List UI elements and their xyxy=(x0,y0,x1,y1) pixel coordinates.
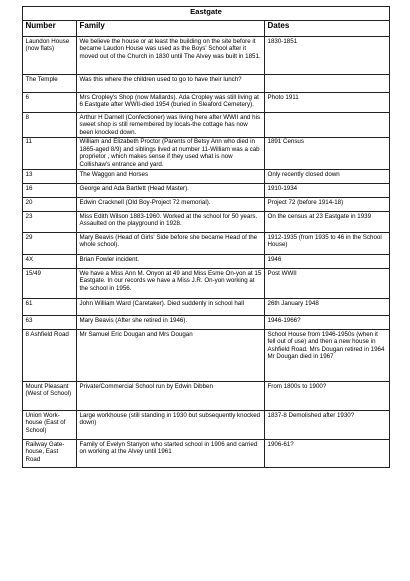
table-row xyxy=(23,75,390,93)
cell-number: 8 Ashfield Road xyxy=(23,330,77,382)
cell-family: Mary Beavis (After she retired in 1946). xyxy=(77,316,265,330)
eastgate-table xyxy=(22,6,390,468)
cell-number: Union Work-house (East of School) xyxy=(23,411,77,440)
table-body xyxy=(23,37,390,468)
cell-number: Railway Gate-house, East Road xyxy=(23,440,77,468)
table-row xyxy=(23,299,390,316)
cell-family: Mary Beavis (Head of Girls' Side before she became Head of the whole school). xyxy=(77,233,265,255)
cell-family: Brian Fowler incident. xyxy=(77,255,265,269)
cell-dates: 1912-1935 (from 1935 to 46 in the School House) xyxy=(265,233,390,255)
header-row xyxy=(23,21,390,37)
cell-dates: 1906-61? xyxy=(265,440,390,468)
table-row xyxy=(23,382,390,411)
cell-dates: 1891 Census xyxy=(265,137,390,169)
cell-number: 4X xyxy=(23,255,77,269)
cell-family: John William Ward (Caretaker). Died suddenly in school hall xyxy=(77,299,265,316)
cell-number: 11 xyxy=(23,137,77,169)
table-row xyxy=(23,440,390,468)
cell-family: Large workhouse (still standing in 1930 but subsequently knocked down) xyxy=(77,411,265,440)
cell-family: Arthur H Darnell (Confectioner) was living here after WWII and his sweet shop is still remembered by locals-the cottage has now been knocked down. xyxy=(77,113,265,138)
cell-family: Miss Edith Wilson 1883-1960. Worked at the school for 50 years. Assaulted on the playground in 1928. xyxy=(77,212,265,233)
table-title: Eastgate xyxy=(23,7,390,21)
cell-dates: 26th January 1948 xyxy=(265,299,390,316)
cell-family: We have a Miss Ann M. Onyon at 49 and Miss Esme On-yon at 15 Eastgate. In our records we have a Miss J.R. On-yon working at the school in 1956. xyxy=(77,269,265,299)
cell-number: Laundon House (now flats) xyxy=(23,37,77,75)
table-row xyxy=(23,198,390,212)
cell-number: 23 xyxy=(23,212,77,233)
cell-dates: Only recently closed down xyxy=(265,170,390,184)
cell-dates: From 1800s to 1900? xyxy=(265,382,390,411)
cell-number: 6 xyxy=(23,93,77,113)
cell-dates: 1830-1851 xyxy=(265,37,390,75)
cell-family: Private/Commercial School run by Edwin Dibben xyxy=(77,382,265,411)
cell-family: Family of Evelyn Stanyon who started school in 1906 and carried on working at the Alvey until 1961 xyxy=(77,440,265,468)
table-row xyxy=(23,93,390,113)
cell-dates: Project 72 (before 1914-18) xyxy=(265,198,390,212)
table-row xyxy=(23,330,390,382)
cell-number: Mount Pleasant (West of School) xyxy=(23,382,77,411)
cell-dates: School House from 1946-1950s (when it fell out of use) and then a new house in Ashfield Road. Mrs Dougan retired in 1964 Mr Dougan died in 1967 xyxy=(265,330,390,382)
column-header-family: Family xyxy=(77,21,265,37)
cell-number: 29 xyxy=(23,233,77,255)
cell-family: Edwin Cracknell (Old Boy-Project 72 memorial). xyxy=(77,198,265,212)
table-row xyxy=(23,170,390,184)
cell-dates: On the census at 23 Eastgate in 1939 xyxy=(265,212,390,233)
cell-family: The Waggon and Horses xyxy=(77,170,265,184)
cell-family: William and Elizabeth Proctor (Parents of Betsy Ann who died in 1865-aged 8/9) and siblings lived at number 11-William was a cab proprietor , which makes sense if they used what is now Collishaw's entrance and yard. xyxy=(77,137,265,169)
table-row xyxy=(23,411,390,440)
cell-dates: Photo 1911 xyxy=(265,93,390,113)
cell-number: 13 xyxy=(23,170,77,184)
table-row xyxy=(23,212,390,233)
cell-dates xyxy=(265,113,390,138)
table-row xyxy=(23,269,390,299)
table-row xyxy=(23,316,390,330)
table-row xyxy=(23,113,390,138)
cell-dates: 1837-8 Demolished after 1930? xyxy=(265,411,390,440)
column-header-number: Number xyxy=(23,21,77,37)
cell-number: 63 xyxy=(23,316,77,330)
cell-family: Was this where the children used to go to have their lunch? xyxy=(77,75,265,93)
cell-number: 61 xyxy=(23,299,77,316)
cell-dates: 1946-1966? xyxy=(265,316,390,330)
table-row xyxy=(23,184,390,198)
cell-number: 15/49 xyxy=(23,269,77,299)
cell-number: 16 xyxy=(23,184,77,198)
cell-family: We believe the house or at least the building on the site before it became Laudon House was used as the Boys' School after it moved out of the Church in 1830 until The Alvey was built in 1851. xyxy=(77,37,265,75)
cell-family: George and Ada Bartlett (Head Master). xyxy=(77,184,265,198)
cell-dates: Post WWII xyxy=(265,269,390,299)
cell-dates: 1946 xyxy=(265,255,390,269)
table-row xyxy=(23,255,390,269)
table-row xyxy=(23,37,390,75)
cell-number: 8 xyxy=(23,113,77,138)
title-row xyxy=(23,7,390,21)
table-row xyxy=(23,137,390,169)
cell-family: Mrs Cropley's Shop (now Mallards). Ada Cropley was still living at 6 Eastgate after WWII-died 1954 (buried in Sleaford Cemetery). xyxy=(77,93,265,113)
cell-dates: 1910-1934 xyxy=(265,184,390,198)
cell-number: The Temple xyxy=(23,75,77,93)
column-header-dates: Dates xyxy=(265,21,390,37)
cell-number: 20 xyxy=(23,198,77,212)
table-row xyxy=(23,233,390,255)
cell-family: Mr Samuel Eric Dougan and Mrs Dougan xyxy=(77,330,265,382)
cell-dates xyxy=(265,75,390,93)
